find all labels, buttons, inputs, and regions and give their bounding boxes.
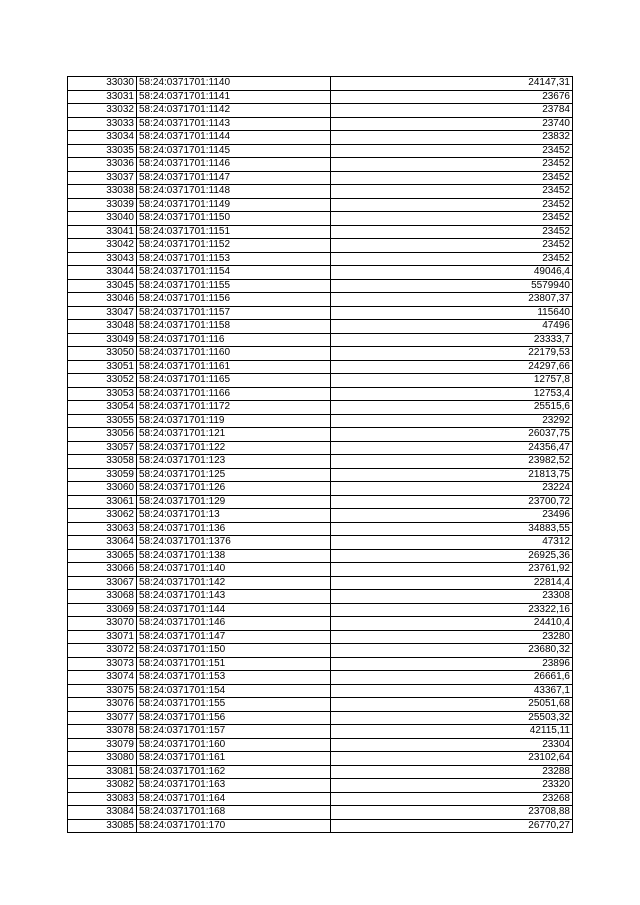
value-cell: 5579940 [331, 279, 573, 293]
row-number-cell: 33059 [68, 468, 137, 482]
value-cell: 23784 [331, 104, 573, 118]
row-number-cell: 33042 [68, 239, 137, 253]
value-cell: 24410,4 [331, 617, 573, 631]
value-cell: 47496 [331, 320, 573, 334]
row-number-cell: 33052 [68, 374, 137, 388]
value-cell: 23452 [331, 212, 573, 226]
row-number-cell: 33071 [68, 630, 137, 644]
row-number-cell: 33081 [68, 765, 137, 779]
table-row [68, 279, 573, 293]
table-row [68, 266, 573, 280]
cadastral-number-cell: 58:24:0371701:1149 [137, 198, 331, 212]
row-number-cell: 33058 [68, 455, 137, 469]
table-row [68, 252, 573, 266]
table-row [68, 225, 573, 239]
table-row [68, 792, 573, 806]
cadastral-number-cell: 58:24:0371701:121 [137, 428, 331, 442]
cadastral-number-cell: 58:24:0371701:143 [137, 590, 331, 604]
value-cell: 12757,8 [331, 374, 573, 388]
cadastral-number-cell: 58:24:0371701:144 [137, 603, 331, 617]
row-number-cell: 33045 [68, 279, 137, 293]
value-cell: 23308 [331, 590, 573, 604]
table-row [68, 819, 573, 833]
table-row [68, 428, 573, 442]
value-cell: 23982,52 [331, 455, 573, 469]
table-row [68, 333, 573, 347]
row-number-cell: 33075 [68, 684, 137, 698]
cadastral-number-cell: 58:24:0371701:123 [137, 455, 331, 469]
table-row [68, 644, 573, 658]
cadastral-number-cell: 58:24:0371701:155 [137, 698, 331, 712]
value-cell: 23496 [331, 509, 573, 523]
cadastral-number-cell: 58:24:0371701:154 [137, 684, 331, 698]
row-number-cell: 33046 [68, 293, 137, 307]
row-number-cell: 33078 [68, 725, 137, 739]
cadastral-number-cell: 58:24:0371701:1165 [137, 374, 331, 388]
cadastral-number-cell: 58:24:0371701:163 [137, 779, 331, 793]
table-row [68, 131, 573, 145]
value-cell: 22179,53 [331, 347, 573, 361]
value-cell: 23452 [331, 198, 573, 212]
value-cell: 12753,4 [331, 387, 573, 401]
cadastral-number-cell: 58:24:0371701:153 [137, 671, 331, 685]
value-cell: 43367,1 [331, 684, 573, 698]
table-row [68, 711, 573, 725]
row-number-cell: 33033 [68, 117, 137, 131]
row-number-cell: 33076 [68, 698, 137, 712]
table-row [68, 522, 573, 536]
row-number-cell: 33032 [68, 104, 137, 118]
cadastral-number-cell: 58:24:0371701:1141 [137, 90, 331, 104]
cadastral-number-cell: 58:24:0371701:157 [137, 725, 331, 739]
cadastral-number-cell: 58:24:0371701:1376 [137, 536, 331, 550]
table-row [68, 144, 573, 158]
cadastral-number-cell: 58:24:0371701:129 [137, 495, 331, 509]
row-number-cell: 33057 [68, 441, 137, 455]
value-cell: 23676 [331, 90, 573, 104]
table-row [68, 374, 573, 388]
cadastral-number-cell: 58:24:0371701:1156 [137, 293, 331, 307]
cadastral-number-cell: 58:24:0371701:147 [137, 630, 331, 644]
cadastral-number-cell: 58:24:0371701:156 [137, 711, 331, 725]
cadastral-number-cell: 58:24:0371701:1146 [137, 158, 331, 172]
row-number-cell: 33051 [68, 360, 137, 374]
cadastral-number-cell: 58:24:0371701:1148 [137, 185, 331, 199]
cadastral-number-cell: 58:24:0371701:1154 [137, 266, 331, 280]
table-row [68, 158, 573, 172]
value-cell: 25051,68 [331, 698, 573, 712]
cadastral-number-cell: 58:24:0371701:122 [137, 441, 331, 455]
value-cell: 22814,4 [331, 576, 573, 590]
cadastral-number-cell: 58:24:0371701:1166 [137, 387, 331, 401]
table-row [68, 495, 573, 509]
table-row [68, 590, 573, 604]
table-row [68, 603, 573, 617]
value-cell: 23832 [331, 131, 573, 145]
cadastral-number-cell: 58:24:0371701:142 [137, 576, 331, 590]
value-cell: 47312 [331, 536, 573, 550]
table-row [68, 117, 573, 131]
value-cell: 26037,75 [331, 428, 573, 442]
cadastral-number-cell: 58:24:0371701:1150 [137, 212, 331, 226]
row-number-cell: 33050 [68, 347, 137, 361]
cadastral-number-cell: 58:24:0371701:1172 [137, 401, 331, 415]
table-row [68, 482, 573, 496]
cadastral-number-cell: 58:24:0371701:160 [137, 738, 331, 752]
value-cell: 25503,32 [331, 711, 573, 725]
row-number-cell: 33060 [68, 482, 137, 496]
row-number-cell: 33064 [68, 536, 137, 550]
table-row [68, 306, 573, 320]
cadastral-number-cell: 58:24:0371701:1160 [137, 347, 331, 361]
row-number-cell: 33030 [68, 77, 137, 91]
row-number-cell: 33054 [68, 401, 137, 415]
table-row [68, 90, 573, 104]
cadastral-number-cell: 58:24:0371701:136 [137, 522, 331, 536]
value-cell: 23292 [331, 414, 573, 428]
row-number-cell: 33065 [68, 549, 137, 563]
cadastral-number-cell: 58:24:0371701:150 [137, 644, 331, 658]
table-row [68, 104, 573, 118]
table-row [68, 441, 573, 455]
cadastral-number-cell: 58:24:0371701:126 [137, 482, 331, 496]
table-row [68, 185, 573, 199]
value-cell: 23680,32 [331, 644, 573, 658]
row-number-cell: 33056 [68, 428, 137, 442]
table-row [68, 657, 573, 671]
value-cell: 23452 [331, 239, 573, 253]
cadastral-number-cell: 58:24:0371701:1143 [137, 117, 331, 131]
row-number-cell: 33035 [68, 144, 137, 158]
cadastral-number-cell: 58:24:0371701:1144 [137, 131, 331, 145]
value-cell: 23268 [331, 792, 573, 806]
value-cell: 26770,27 [331, 819, 573, 833]
row-number-cell: 33066 [68, 563, 137, 577]
row-number-cell: 33034 [68, 131, 137, 145]
value-cell: 23320 [331, 779, 573, 793]
table-row [68, 752, 573, 766]
row-number-cell: 33082 [68, 779, 137, 793]
cadastral-number-cell: 58:24:0371701:161 [137, 752, 331, 766]
value-cell: 23288 [331, 765, 573, 779]
table-row [68, 549, 573, 563]
row-number-cell: 33044 [68, 266, 137, 280]
cadastral-number-cell: 58:24:0371701:168 [137, 806, 331, 820]
value-cell: 23452 [331, 158, 573, 172]
table-row [68, 630, 573, 644]
value-cell: 23224 [331, 482, 573, 496]
value-cell: 23452 [331, 144, 573, 158]
row-number-cell: 33038 [68, 185, 137, 199]
table-row [68, 738, 573, 752]
table-row [68, 617, 573, 631]
row-number-cell: 33047 [68, 306, 137, 320]
table-row [68, 576, 573, 590]
row-number-cell: 33062 [68, 509, 137, 523]
row-number-cell: 33068 [68, 590, 137, 604]
table-row [68, 779, 573, 793]
value-cell: 21813,75 [331, 468, 573, 482]
table-row [68, 765, 573, 779]
cadastral-number-cell: 58:24:0371701:138 [137, 549, 331, 563]
value-cell: 23280 [331, 630, 573, 644]
value-cell: 23102,64 [331, 752, 573, 766]
table-row [68, 684, 573, 698]
table-row [68, 725, 573, 739]
cadastral-number-cell: 58:24:0371701:1157 [137, 306, 331, 320]
table-row [68, 806, 573, 820]
value-cell: 49046,4 [331, 266, 573, 280]
value-cell: 34883,55 [331, 522, 573, 536]
cadastral-number-cell: 58:24:0371701:1140 [137, 77, 331, 91]
value-cell: 23452 [331, 225, 573, 239]
value-cell: 23896 [331, 657, 573, 671]
cadastral-number-cell: 58:24:0371701:146 [137, 617, 331, 631]
table-row [68, 239, 573, 253]
cadastral-number-cell: 58:24:0371701:125 [137, 468, 331, 482]
row-number-cell: 33073 [68, 657, 137, 671]
row-number-cell: 33040 [68, 212, 137, 226]
table-body [68, 77, 573, 833]
row-number-cell: 33067 [68, 576, 137, 590]
value-cell: 23807,37 [331, 293, 573, 307]
cadastral-number-cell: 58:24:0371701:151 [137, 657, 331, 671]
value-cell: 23452 [331, 252, 573, 266]
value-cell: 115640 [331, 306, 573, 320]
value-cell: 24147,31 [331, 77, 573, 91]
cadastral-number-cell: 58:24:0371701:1158 [137, 320, 331, 334]
row-number-cell: 33069 [68, 603, 137, 617]
cadastral-number-cell: 58:24:0371701:162 [137, 765, 331, 779]
cadastral-number-cell: 58:24:0371701:1155 [137, 279, 331, 293]
cadastral-number-cell: 58:24:0371701:1145 [137, 144, 331, 158]
cadastral-number-cell: 58:24:0371701:1152 [137, 239, 331, 253]
row-number-cell: 33055 [68, 414, 137, 428]
row-number-cell: 33061 [68, 495, 137, 509]
cadastral-number-cell: 58:24:0371701:140 [137, 563, 331, 577]
value-cell: 23452 [331, 171, 573, 185]
value-cell: 23304 [331, 738, 573, 752]
cadastral-number-cell: 58:24:0371701:1142 [137, 104, 331, 118]
value-cell: 23333,7 [331, 333, 573, 347]
value-cell: 23708,88 [331, 806, 573, 820]
value-cell: 23740 [331, 117, 573, 131]
value-cell: 42115,11 [331, 725, 573, 739]
table-row [68, 468, 573, 482]
cadastral-number-cell: 58:24:0371701:1151 [137, 225, 331, 239]
table-row [68, 563, 573, 577]
table-row [68, 198, 573, 212]
table-row [68, 171, 573, 185]
table-row [68, 414, 573, 428]
value-cell: 23452 [331, 185, 573, 199]
row-number-cell: 33048 [68, 320, 137, 334]
table-row [68, 387, 573, 401]
table-row [68, 212, 573, 226]
row-number-cell: 33083 [68, 792, 137, 806]
table-row [68, 360, 573, 374]
cadastral-number-cell: 58:24:0371701:119 [137, 414, 331, 428]
table-row [68, 698, 573, 712]
value-cell: 23700,72 [331, 495, 573, 509]
table-row [68, 77, 573, 91]
value-cell: 26925,36 [331, 549, 573, 563]
row-number-cell: 33049 [68, 333, 137, 347]
table-row [68, 320, 573, 334]
table-row [68, 293, 573, 307]
value-cell: 25515,6 [331, 401, 573, 415]
table-row [68, 671, 573, 685]
cadastral-number-cell: 58:24:0371701:164 [137, 792, 331, 806]
row-number-cell: 33079 [68, 738, 137, 752]
row-number-cell: 33036 [68, 158, 137, 172]
row-number-cell: 33070 [68, 617, 137, 631]
table-row [68, 509, 573, 523]
cadastral-number-cell: 58:24:0371701:170 [137, 819, 331, 833]
table-row [68, 401, 573, 415]
data-table [67, 76, 573, 833]
row-number-cell: 33037 [68, 171, 137, 185]
table-row [68, 455, 573, 469]
row-number-cell: 33077 [68, 711, 137, 725]
value-cell: 24297,66 [331, 360, 573, 374]
row-number-cell: 33041 [68, 225, 137, 239]
value-cell: 26661,6 [331, 671, 573, 685]
cadastral-number-cell: 58:24:0371701:1161 [137, 360, 331, 374]
row-number-cell: 33043 [68, 252, 137, 266]
row-number-cell: 33074 [68, 671, 137, 685]
row-number-cell: 33085 [68, 819, 137, 833]
row-number-cell: 33084 [68, 806, 137, 820]
cadastral-number-cell: 58:24:0371701:1147 [137, 171, 331, 185]
value-cell: 24356,47 [331, 441, 573, 455]
cadastral-number-cell: 58:24:0371701:13 [137, 509, 331, 523]
row-number-cell: 33080 [68, 752, 137, 766]
table-row [68, 347, 573, 361]
row-number-cell: 33063 [68, 522, 137, 536]
row-number-cell: 33053 [68, 387, 137, 401]
table-row [68, 536, 573, 550]
cadastral-number-cell: 58:24:0371701:1153 [137, 252, 331, 266]
value-cell: 23322,16 [331, 603, 573, 617]
row-number-cell: 33072 [68, 644, 137, 658]
row-number-cell: 33031 [68, 90, 137, 104]
cadastral-number-cell: 58:24:0371701:116 [137, 333, 331, 347]
value-cell: 23761,92 [331, 563, 573, 577]
row-number-cell: 33039 [68, 198, 137, 212]
